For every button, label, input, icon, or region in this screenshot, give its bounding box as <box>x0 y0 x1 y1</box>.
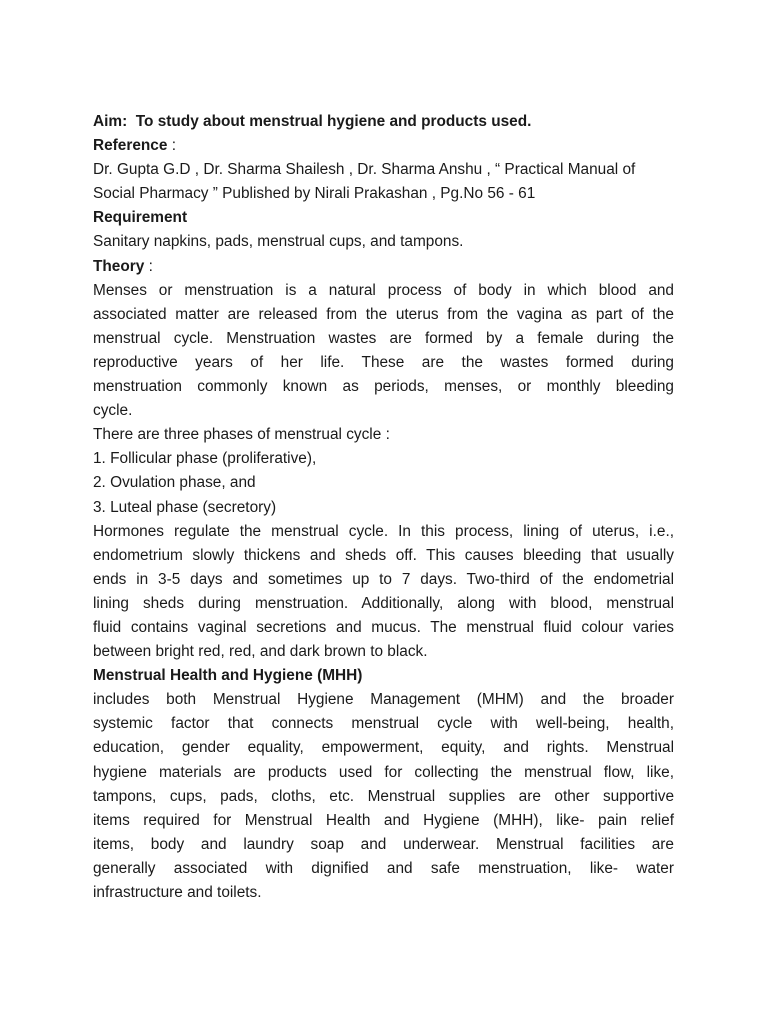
mhh-line: generally associated with dignified and safe menstruation, like- water <box>93 859 674 877</box>
reference-colon: : <box>167 137 176 155</box>
theory-p1-line: menstrual cycle. Menstruation wastes are formed by a female during the <box>93 329 674 347</box>
theory-p2-line: fluid contains vaginal secretions and mucus. The menstrual fluid colour varies <box>93 618 674 636</box>
theory-p1-line: reproductive years of her life. These are the wastes formed during <box>93 353 674 371</box>
theory-p2-line: between bright red, red, and dark brown to black. <box>93 643 428 661</box>
theory-p2-line: ends in 3-5 days and sometimes up to 7 days. Two-third of the endometrial <box>93 570 674 588</box>
mhh-line: items required for Menstrual Health and Hygiene (MHH), like- pain relief <box>93 811 674 829</box>
phases-intro: There are three phases of menstrual cycle : <box>93 426 390 444</box>
requirement-label: Requirement <box>93 209 188 227</box>
mhh-line: education, gender equality, empowerment, equity, and rights. Menstrual <box>93 739 674 757</box>
aim-line <box>93 110 674 134</box>
reference-heading <box>93 134 674 158</box>
aim-text: To study about menstrual hygiene and products used. <box>135 113 532 130</box>
reference-citation <box>93 158 674 206</box>
requirement-text: Sanitary napkins, pads, menstrual cups, and tampons. <box>93 233 464 251</box>
aim-label: Aim: <box>93 113 128 130</box>
reference-line-1: Dr. Gupta G.D , Dr. Sharma Shailesh , Dr. Sharma Anshu , “ Practical Manual of <box>93 161 636 179</box>
phase-item: 1. Follicular phase (proliferative), <box>93 450 317 468</box>
theory-label: Theory <box>93 257 145 275</box>
mhh-heading: Menstrual Health and Hygiene (MHH) <box>93 667 363 685</box>
phase-item: 3. Luteal phase (secretory) <box>93 498 277 516</box>
mhh-line: infrastructure and toilets. <box>93 884 262 901</box>
mhh-line: systemic factor that connects menstrual cycle with well-being, health, <box>93 715 674 733</box>
theory-colon: : <box>144 257 153 275</box>
mhh-line: items, body and laundry soap and underwear. Menstrual facilities are <box>93 835 674 853</box>
theory-heading <box>93 255 674 279</box>
mhh-line: tampons, cups, pads, cloths, etc. Menstrual supplies are other supportive <box>93 787 674 805</box>
theory-p2-line: lining sheds during menstruation. Additionally, along with blood, menstrual <box>93 594 674 612</box>
theory-p1-line: associated matter are released from the uterus from the vagina as part of the <box>93 305 674 323</box>
reference-label: Reference <box>93 137 168 155</box>
document-page <box>93 110 674 905</box>
theory-p2-line: Hormones regulate the menstrual cycle. In this process, lining of uterus, i.e., <box>93 522 674 540</box>
theory-p1-line: cycle. <box>93 402 133 420</box>
theory-p1-line: Menses or menstruation is a natural process of body in which blood and <box>93 281 674 299</box>
mhh-paragraph <box>93 688 674 905</box>
theory-p1-line: menstruation commonly known as periods, menses, or monthly bleeding <box>93 378 674 396</box>
mhh-line: includes both Menstrual Hygiene Management (MHM) and the broader <box>93 691 674 709</box>
phase-item: 2. Ovulation phase, and <box>93 474 256 492</box>
mhh-line: hygiene materials are products used for collecting the menstrual flow, like, <box>93 763 674 781</box>
reference-line-2: Social Pharmacy ” Published by Nirali Prakashan , Pg.No 56 - 61 <box>93 185 536 203</box>
theory-paragraph-1 <box>93 279 674 424</box>
phases-list <box>93 447 674 519</box>
theory-paragraph-2 <box>93 520 674 665</box>
theory-p2-line: endometrium slowly thickens and sheds off. This causes bleeding that usually <box>93 546 674 564</box>
